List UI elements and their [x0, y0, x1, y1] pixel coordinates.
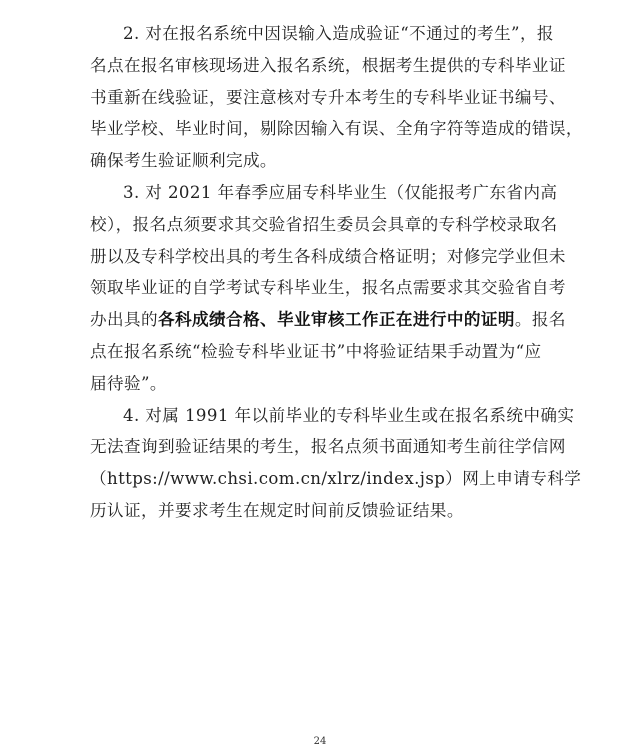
text-line: 名点在报名审核现场进入报名系统，根据考生提供的专科毕业证 — [90, 55, 566, 75]
text-line: 校），报名点须要求其交验省招生委员会具章的专科学校录取名 — [90, 214, 558, 234]
text-line: 书重新在线验证，要注意核对专升本考生的专科毕业证书编号、 — [90, 87, 566, 107]
emphasized-text: 各科成绩合格、毕业审核工作正在进行中的证明 — [157, 309, 515, 330]
text-line: 届待验”。 — [90, 373, 167, 393]
text-segment: 。报名 — [514, 310, 566, 330]
text-line: 毕业学校、毕业时间，剔除因输入有误、全角字符等造成的错误， — [90, 119, 583, 139]
text-line: 领取毕业证的自学考试专科毕业生，报名点需要求其交验省自考 — [90, 278, 566, 298]
document-body — [90, 18, 583, 527]
url-text-line: （https://www.chsi.com.cn/xlrz/index.jsp）网上申请专科学 — [90, 469, 582, 489]
text-line: 册以及专科学校出具的考生各科成绩合格证明；对修完学业但未 — [90, 246, 566, 266]
text-segment: 办出具的 — [90, 310, 158, 330]
text-line: 历认证，并要求考生在规定时间前反馈验证结果。 — [90, 500, 464, 520]
paragraph-item-2 — [90, 18, 583, 177]
text-line: 确保考生验证顺利完成。 — [90, 151, 277, 171]
paragraph-item-3 — [90, 177, 566, 400]
text-line: 点在报名系统“检验专科毕业证书”中将验证结果手动置为“应 — [90, 341, 542, 361]
text-line: 4. 对属 1991 年以前毕业的专科毕业生或在报名系统中确实 — [123, 405, 575, 425]
text-line: 无法查询到验证结果的考生，报名点须书面通知考生前往学信网 — [90, 437, 566, 457]
page-number: 24 — [313, 736, 327, 747]
paragraph-item-4 — [90, 400, 582, 527]
text-line: 2. 对在报名系统中因误输入造成验证“不通过的考生”，报 — [123, 24, 554, 43]
text-line: 3. 对 2021 年春季应届专科毕业生（仅能报考广东省内高 — [123, 182, 558, 202]
text-line-with-emphasis — [90, 304, 566, 336]
